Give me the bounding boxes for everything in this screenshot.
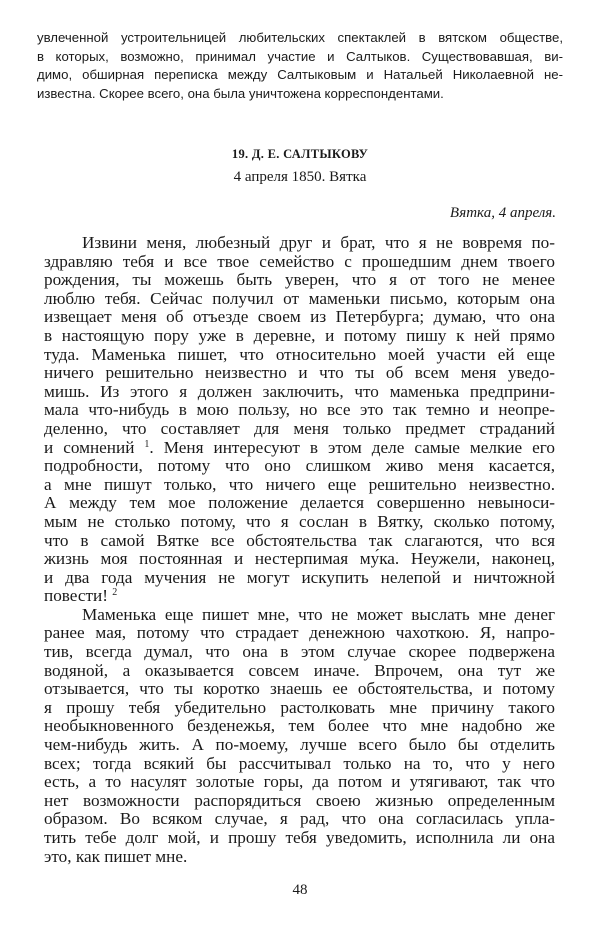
text-line: тить тебе долг мой, и прошу тебя уведомить, исполнила ли она (44, 828, 555, 847)
text-line: мала что-нибудь в мою пользу, но все это так темно и неопре- (44, 400, 555, 420)
text-line: в настоящую пору уже в деревне, и потому пишу к ней прямо (44, 325, 555, 345)
text-line: есть, а то насулят золотые горы, да потом и утягивают, так что (44, 772, 555, 792)
text-line: подробности, потому что оно слишком живо меня касается, (44, 456, 555, 476)
text-line: туда. Маменька пишет, что относительно моей участи ей еще (44, 344, 555, 364)
note-line: димо, обширная переписка между Салтыковым и Натальей Николаевной не- (37, 67, 563, 83)
text-line: люблю тебя. Сейчас получил от маменьки письмо, которым она (44, 288, 555, 308)
text-line: я прошу тебя убедительно растолковать мне причину такого (44, 697, 555, 717)
text-line: ничего решительно неизвестно и что ты об всем меня уведо- (44, 363, 555, 383)
letter-heading: 19. Д. Е. САЛТЫКОВУ (231, 147, 369, 161)
text-line: водяной, а оказывается совсем иначе. Впрочем, она тут же (44, 660, 555, 680)
text-line: жизнь моя постоянная и нестерпимая му́ка. Неужели, наконец, (44, 549, 555, 569)
text-line: мым не столько потому, что я сослан в Вятку, сколько потому, (44, 511, 555, 531)
page-number: 48 (292, 882, 308, 898)
text-line: а мне пишут только, что ничего еще решительно неизвестно. (44, 474, 555, 494)
note-line: известна. Скорее всего, она была уничтожена корреспондентами. (37, 85, 444, 101)
text-line: что в самой Вятке все обстоятельства так слагаются, что вся (44, 530, 555, 550)
letter-body (44, 234, 555, 866)
text-line: необыкновенного безденежья, тем более что мне надобно же (44, 716, 555, 736)
text-line: ранее мая, потому что страдает денежною чахоткою. Я, напро- (44, 623, 555, 643)
text-line: образом. Во всяком случае, я рад, что она согласилась упла- (44, 809, 555, 829)
text-line: А между тем мое положение делается совершенно невыноси- (44, 493, 555, 513)
note-line: увлеченной устроительницей любительских спектаклей в вятском обществе, (37, 30, 563, 45)
text-line: отзывается, что ты коротко знаешь ее обстоятельства, и потому (44, 679, 555, 699)
text-line: Маменька еще пишет мне, что не может выслать мне денег (82, 604, 555, 624)
text-line: это, как пишет мне. (44, 846, 188, 866)
text-line: Извини меня, любезный друг и брат, что я не вовремя по- (82, 233, 555, 252)
text-line: деленно, что составляет для меня только предмет страданий (44, 418, 555, 438)
letter-place-date: Вятка, 4 апреля. (449, 205, 556, 221)
text-line: и два года мучения не могут искупить нелепой и ничтожной (44, 567, 555, 587)
text-line: мишь. Из этого я должен заключить, что маменька предприни- (44, 381, 555, 401)
paragraph (44, 606, 555, 866)
text-line: извещает меня об отъезде своем из Петербурга; думаю, что она (44, 307, 555, 327)
text-line: нет возможности распорядиться своею жизнью определенным (44, 790, 555, 810)
paragraph (44, 234, 555, 606)
text-line: здравляю тебя и все твое семейство с прошедшим днем твоего (44, 251, 555, 271)
editorial-note (37, 29, 563, 103)
text-line: повести! $^2$ (44, 586, 118, 606)
note-line: в которых, возможно, принимал участие и Салтыков. Существовавшая, ви- (37, 48, 563, 64)
letter-date: 4 апреля 1850. Вятка (233, 169, 367, 185)
text-line: и сомнений $^1$. Меня интересуют в этом деле самые мелкие его (44, 437, 556, 457)
text-line: чем-нибудь жить. А по-моему, лучше всего было бы отделить (44, 735, 555, 755)
text-line: всех; тогда всякий бы рассчитывал только на то, что у него (44, 753, 555, 773)
text-line: тив, всегда думал, что она в этом случае скорее подвержена (44, 642, 555, 662)
text-line: рождения, ты можешь быть уверен, что я от того не менее (44, 270, 555, 290)
